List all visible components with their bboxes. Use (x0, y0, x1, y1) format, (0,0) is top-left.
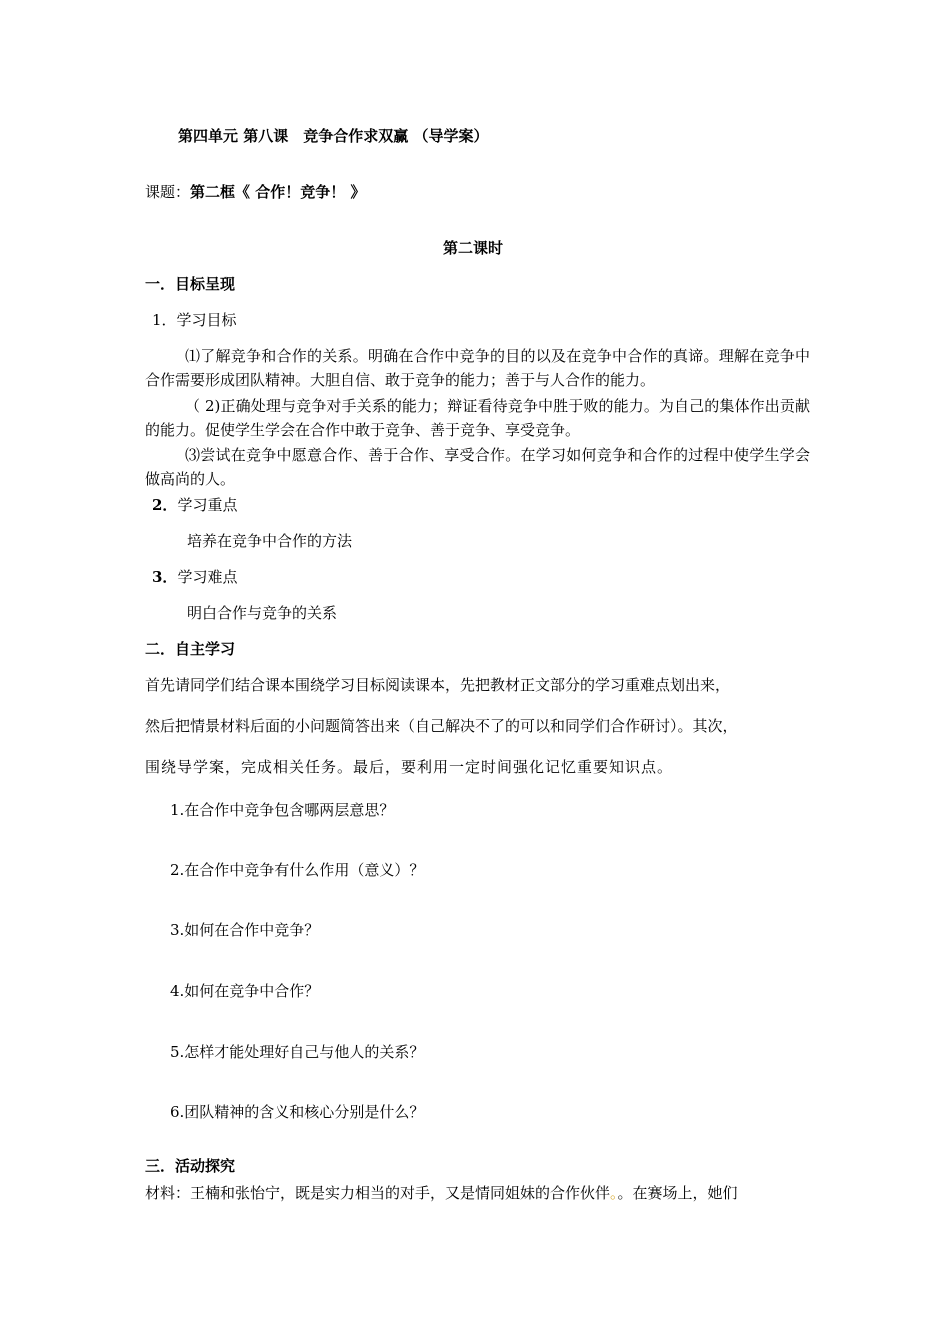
intro-line-1: 首先请同学们结合课本围绕学习目标阅读课本，先把教材正文部分的学习重难点划出来， (145, 676, 731, 694)
key-point-text: 培养在竞争中合作的方法 (187, 532, 353, 550)
section1-heading: 一．目标呈现 (145, 275, 236, 293)
difficult-point-text: 明白合作与竞争的关系 (187, 604, 338, 622)
key-point-title: 学习重点 (177, 496, 238, 514)
difficult-point-label (152, 565, 237, 589)
intro-line-2: 然后把情景材料后面的小问题简答出来（自己解决不了的可以和同学们合作研讨）。其次， (145, 717, 738, 735)
section3-heading: 三．活动探究 (145, 1157, 236, 1175)
question-3: 3.如何在合作中竞争？ (170, 921, 320, 939)
goal-paragraph-3: ⑶尝试在竞争中愿意合作、善于合作、享受合作。在学习如何竞争和合作的过程中使学生学会做高尚的人。 (145, 446, 810, 488)
topic-line (145, 180, 365, 204)
material-text-a: 材料：王楠和张怡宁，既是实力相当的对手，又是情同姐妹的合作伙伴 (145, 1184, 611, 1202)
material-text-b: 。在赛场上，她们 (617, 1184, 738, 1202)
section2-heading: 二．自主学习 (145, 640, 236, 658)
topic-label: 课题： (145, 183, 191, 201)
document-title: 第四单元 第八课 竞争合作求双赢 （导学案） (178, 127, 489, 145)
key-point-label (152, 493, 237, 517)
material-dot: 。 (610, 1184, 618, 1202)
question-6: 6.团队精神的含义和核心分别是什么？ (170, 1103, 425, 1121)
difficult-point-title: 学习难点 (177, 568, 238, 586)
lesson-label: 第二课时 (443, 239, 504, 257)
topic-value: 第二框《 合作！竞争！ 》 (190, 183, 366, 201)
question-1: 1.在合作中竞争包含哪两层意思？ (170, 801, 395, 819)
goal-paragraph-2: （ 2)正确处理与竞争对手关系的能力；辩证看待竞争中胜于败的能力。为自己的集体作出贡献的能力。促使学生学会在合作中敢于竞争、善于竞争、享受竞争。 (145, 397, 810, 439)
difficult-point-number: 3． (152, 568, 178, 586)
goal-paragraph-1: ⑴了解竞争和合作的关系。明确在合作中竞争的目的以及在竞争中合作的真谛。理解在竞争中合作需要形成团队精神。大胆自信、敢于竞争的能力；善于与人合作的能力。 (145, 347, 810, 389)
question-5: 5.怎样才能处理好自己与他人的关系？ (170, 1043, 425, 1061)
question-2: 2.在合作中竞争有什么作用（意义）？ (170, 861, 425, 879)
question-4: 4.如何在竞争中合作？ (170, 982, 320, 1000)
material-paragraph (145, 1181, 738, 1205)
intro-line-3: 围绕导学案，完成相关任务。最后，要利用一定时间强化记忆重要知识点。 (145, 758, 674, 776)
goals-label: 1．学习目标 (152, 311, 237, 329)
key-point-number: 2． (152, 496, 178, 514)
